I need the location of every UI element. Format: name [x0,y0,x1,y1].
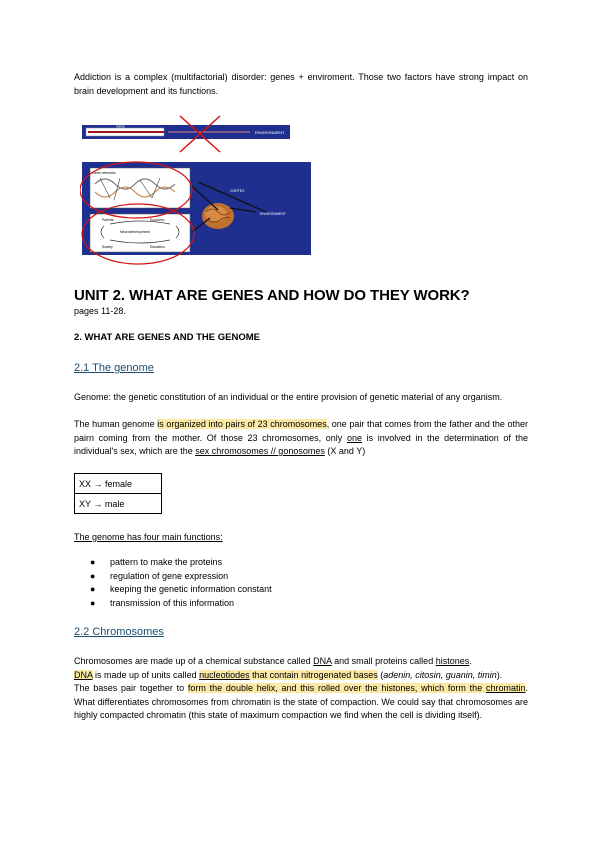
section-2-2-title: 2.2 Chromosomes [74,626,164,638]
figure-box2-parents: Parents [102,218,114,222]
sex-chromosome-table [74,473,162,514]
sex-chromosomes-term: sex chromosomes // gonosomes [195,446,325,456]
figure-env-label: ENVIRONMENT [260,212,286,216]
figure-env-label-top: ENVIRONMENT [255,130,285,135]
figure-gene-label: Gene [116,124,125,129]
list-item: ● transmission of this information [74,597,272,611]
list-item: ● keeping the genetic information constant [74,583,272,597]
list-item: ● pattern to make the proteins [74,556,272,570]
figure-box2-education: Education [150,245,165,249]
bullet-icon: ● [90,557,96,567]
bullet-icon: ● [90,570,96,581]
intro-paragraph: Addiction is a complex (multifactorial) disorder: genes + enviroment. Those two factors have strong impact on brain development and its functions. [74,72,528,96]
table-cell: XX → female [75,474,162,494]
figure-cortex-label: CORTEX [230,189,245,193]
figure-box2-neuro: Neurodevelopment [120,230,150,234]
unit-title: UNIT 2. WHAT ARE GENES AND HOW DO THEY WORK? [74,287,470,304]
genome-definition: Genome: the genetic constitution of an individual or the entire provision of genetic material of any organism. [74,392,503,402]
genes-environment-figure [80,112,313,269]
table-cell: XY → male [75,494,162,514]
figure-box2-society: Society [102,245,113,249]
pages-ref: pages 11-28. [74,306,126,316]
functions-list [74,556,272,610]
figure-box2-economic: Economic [150,218,165,222]
functions-title: The genome has four main functions: [74,532,223,542]
list-item: ● regulation of gene expression [74,570,272,584]
section-2-1-title: 2.1 The genome [74,362,154,374]
section-heading: 2. WHAT ARE GENES AND THE GENOME [74,332,260,343]
table-row [75,474,162,494]
chromosomes-paragraph: Chromosomes are made up of a chemical substance called DNA and small proteins called histones. DNA is made up of units called nucleotiodes that contain nitrogenated bases (adenin, citosin, guanin, timin). The bases pair together to form the double helix, and this rolled over the histones, which form the chromatin. What differentiates chromosomes from chromatin is the state of compaction. We could say that chromosomes are highly compacted chromatin (this state of maximum compaction we find when the cell is dividing itself). [74,656,528,720]
human-genome-paragraph: The human genome is organized into pairs of 23 chromosomes, one pair that comes from the father and the other pairn coming from the mother. Of those 23 chromosomes, only one is involved in the determination of the individual's sex, which are the sex chromosomes // gonosomes (X and Y) [74,419,528,456]
highlight-23-pairs: is organized into pairs of 23 chromosomes [157,419,327,429]
bullet-icon: ● [90,597,96,608]
figure-box1-label: Gene networks [92,171,116,175]
bullet-icon: ● [90,584,96,594]
table-row [75,494,162,514]
